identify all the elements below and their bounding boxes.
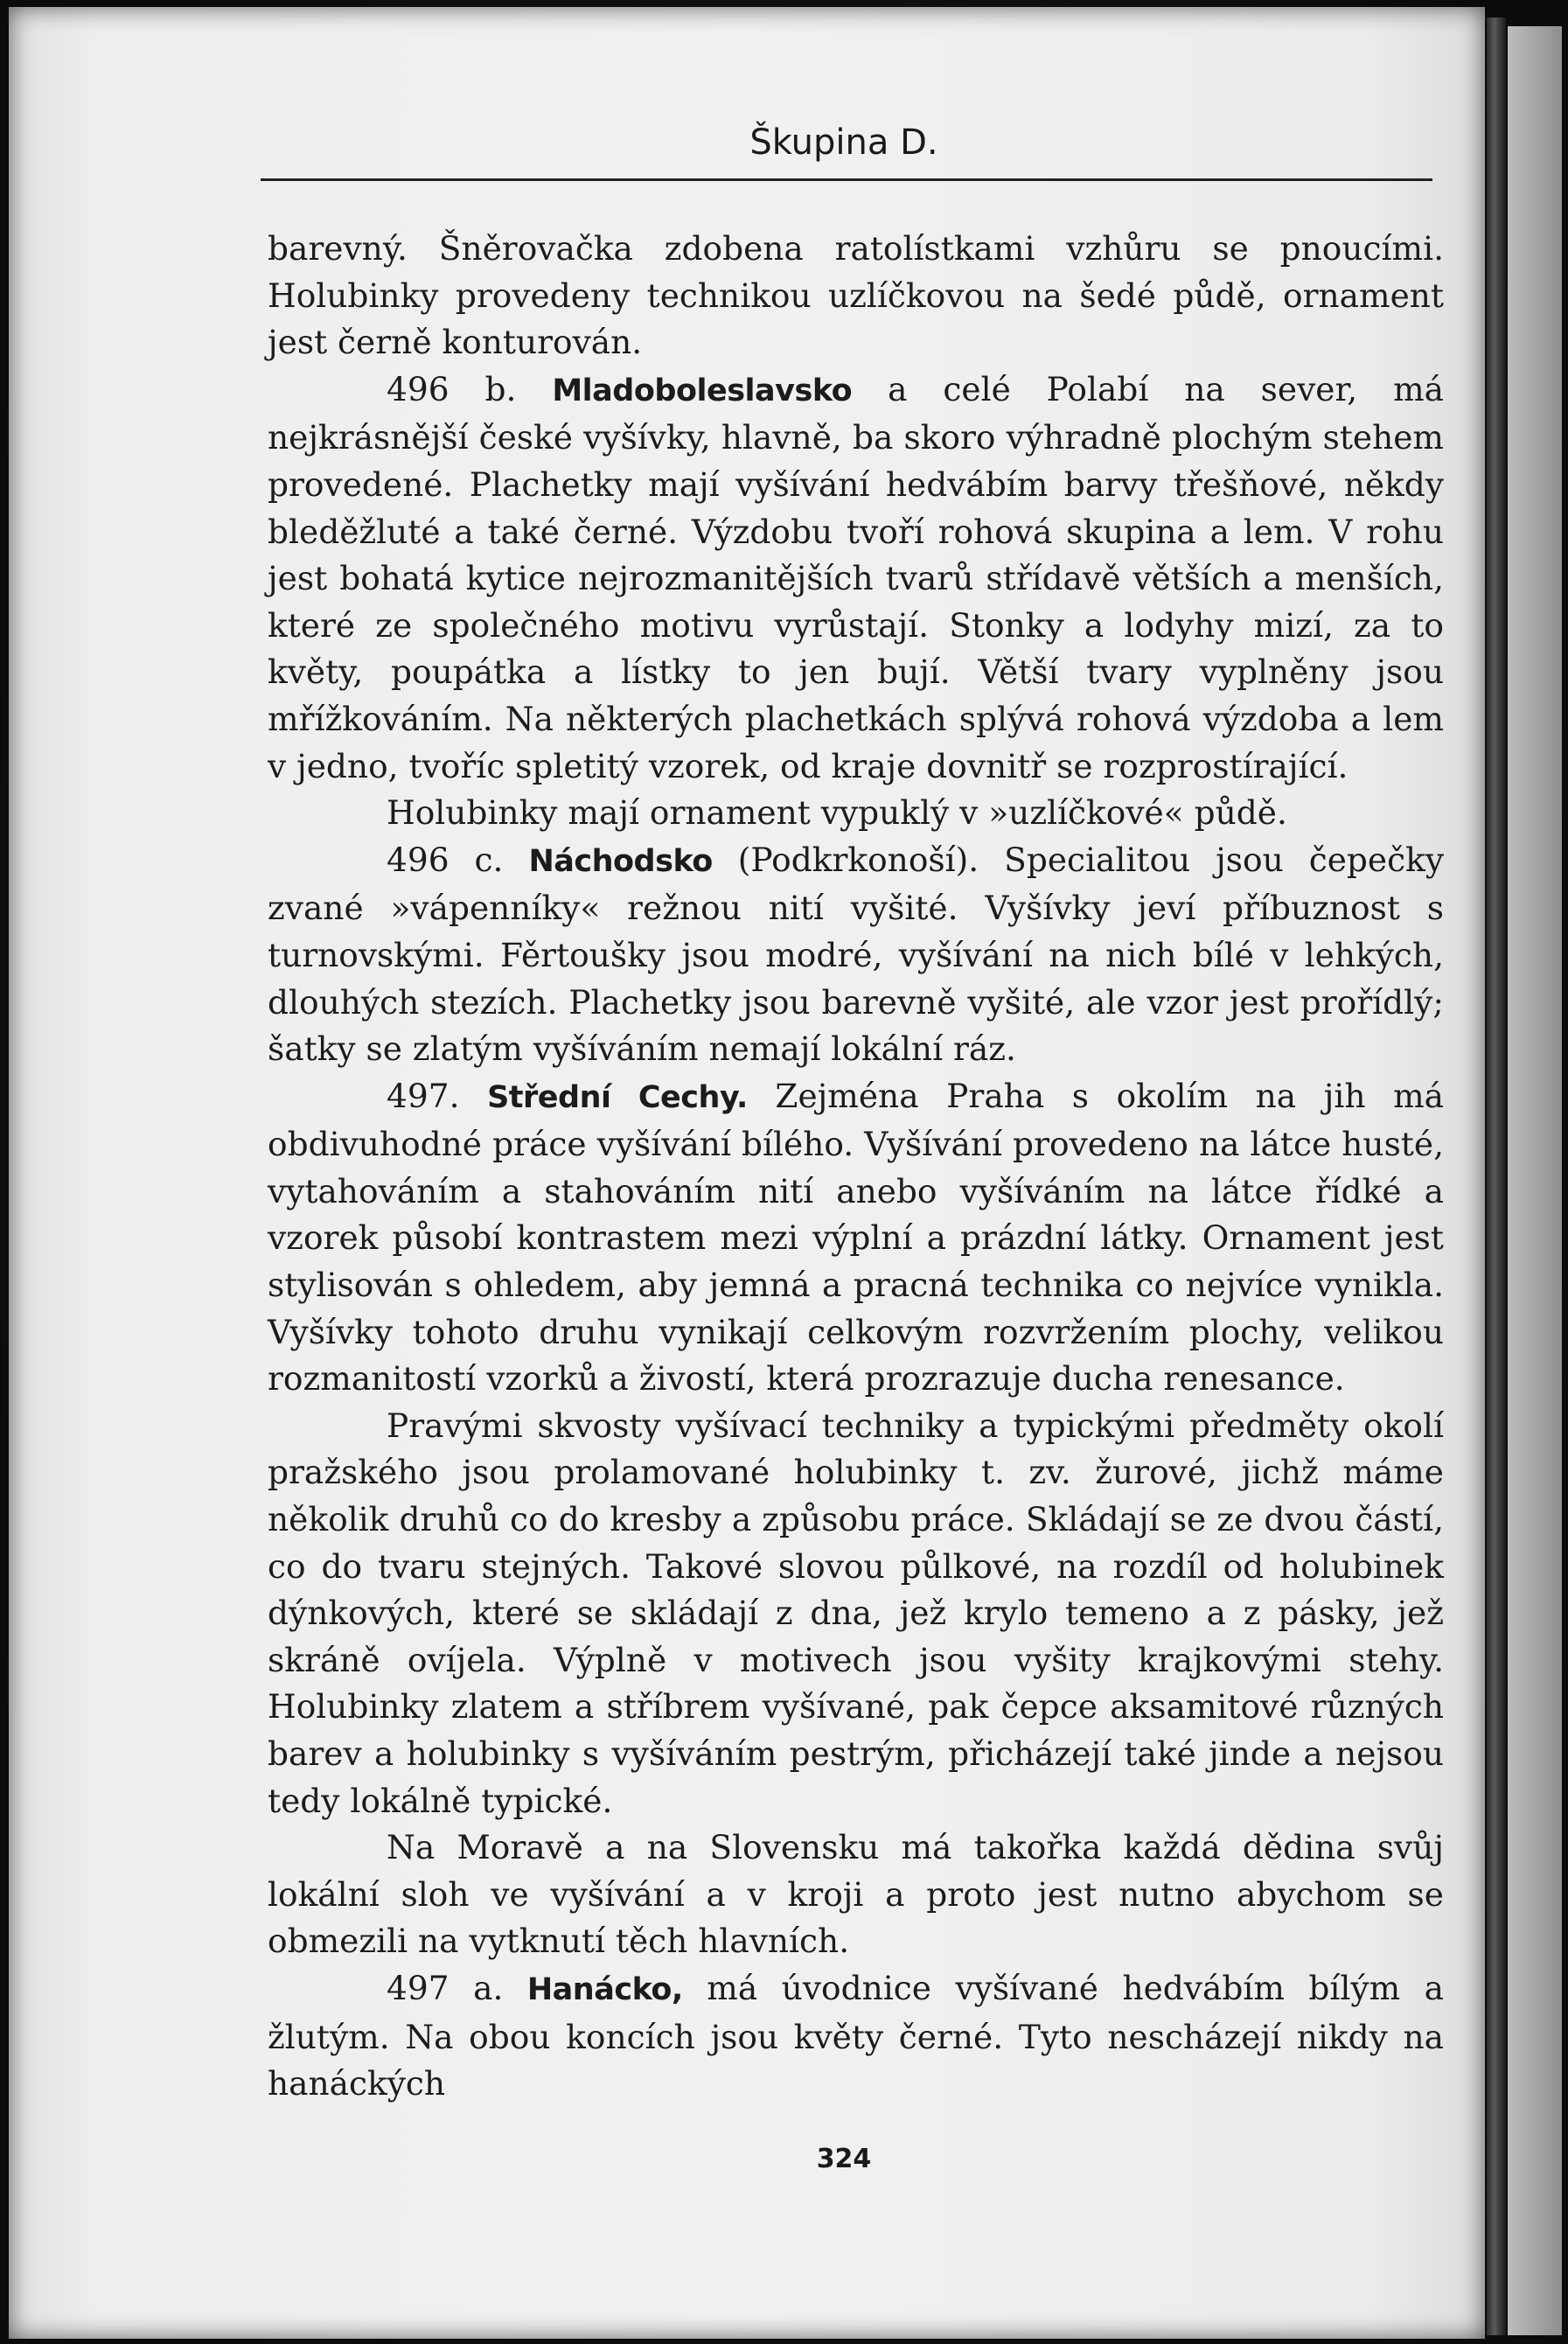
paragraph-496c xyxy=(268,837,1444,1073)
header-rule xyxy=(261,178,1432,181)
paragraph-text: Holubinky mají ornament vypuklý v »uzlíčkové« půdě. xyxy=(387,793,1287,833)
paragraph-text: (Podkrkonoší). Specialitou jsou čepečky zvané »vápenníky« režnou nití vyšité. Vyšívky jeví příbuznost s turnovskými. Fěrtoušky jsou modré, vyšívání na nich bílé v lehkých, dlouhých stezích. Plachetky jsou barevně vyšité, ale vzor jest prořídlý; šatky se zlatým vyšíváním nemají lokální ráz. xyxy=(268,840,1445,1069)
section-heading: Mladoboleslavsko xyxy=(552,373,853,408)
next-page-edge xyxy=(1508,26,1562,2335)
section-number: 496 b. xyxy=(387,369,517,408)
page-number: 324 xyxy=(816,2144,872,2174)
book-spine-edge xyxy=(1487,17,1506,2335)
section-heading: Hanácko, xyxy=(526,1971,683,2007)
section-heading: Střední Cechy. xyxy=(487,1079,748,1115)
paragraph-text: Pravými skvosty vyšívací techniky a typickými předměty okolí pražského jsou prolamované holubinky t. zv. žurové, jichž máme několik druhů co do kresby a způsobu práce. Skládají se ze dvou částí, co do tvaru stejných. Takové slovou půlkové, na rozdíl od holubinek dýnkových, které se skládají z dna, jež krylo temeno a z pásky, jež skráně ovíjela. Výplně v motivech jsou vyšity krajkovými stehy. Holubinky zlatem a stříbrem vyšívané, pak čepce aksamitové různých barev a holubinky s vyšíváním pestrým, přicházejí také jinde a nejsou tedy lokálně typické. xyxy=(268,1406,1444,1820)
paragraph-text: Na Moravě a na Slovensku má takořka každá dědina svůj lokální sloh ve vyšívání a v kroji a proto jest nutno abychom se obmezili na vytknutí těch hlavních. xyxy=(268,1828,1444,1961)
paragraph-497 xyxy=(268,1073,1444,1403)
section-heading: Náchodsko xyxy=(528,843,713,879)
paragraph-496b xyxy=(268,366,1444,790)
paragraph-text: a celé Polabí na sever, má nejkrásnější české vyšívky, hlavně, ba skoro výhradně plochým stehem provedené. Plachetky mají vyšívání hedvábím barvy třešňové, někdy bleděžluté a také černé. Výzdobu tvoří rohová skupina a lem. V rohu jest bohatá kytice nejrozmanitějších tvarů střídavě větších a menších, které ze společného motivu vyrůstají. Stonky a lodyhy mizí, za to květy, poupátka a lístky to jen bují. Větší tvary vyplněny jsou mřížkováním. Na některých plachetkách splývá rohová výzdoba a lem v jedno, tvoříc spletitý vzorek, od kraje dovnitř se rozprostírající. xyxy=(268,369,1445,785)
paragraph-holubinky xyxy=(268,790,1444,837)
section-number: 497 a. xyxy=(387,1968,504,2007)
paragraph-497a xyxy=(268,1965,1444,2108)
body-text xyxy=(268,226,1444,2108)
section-number: 496 c. xyxy=(387,840,504,879)
paragraph-1 xyxy=(268,226,1444,366)
paragraph-text: Zejména Praha s okolím na jih má obdivuhodné práce vyšívání bílého. Vyšívání provedeno na látce husté, vytahováním a stahováním nití anebo vyšíváním na látce řídké a vzorek působí kontrastem mezi výplní a prázdní látky. Ornament jest stylisován s ohledem, aby jemná a pracná technika co nejvíce vynikla. Vyšívky tohoto druhu vynikají celkovým rozvržením plochy, velikou rozmanitostí vzorků a živostí, která prozrazuje ducha renesance. xyxy=(268,1076,1445,1399)
paragraph-text: barevný. Šněrovačka zdobena ratolístkami vzhůru se pnoucími. Holubinky provedeny technikou uzlíčkovou na šedé půdě, ornament jest černě konturován. xyxy=(268,229,1444,362)
section-number: 497. xyxy=(387,1076,460,1115)
paragraph-text: má úvodnice vyšívané hedvábím bílým a žlutým. Na obou koncích jsou květy černé. Tyto nescházejí nikdy na hanáckých xyxy=(268,1968,1444,2103)
paragraph-prave-skvosty xyxy=(268,1403,1444,1824)
running-header: Škupina D. xyxy=(749,122,938,163)
paragraph-morava xyxy=(268,1824,1444,1965)
